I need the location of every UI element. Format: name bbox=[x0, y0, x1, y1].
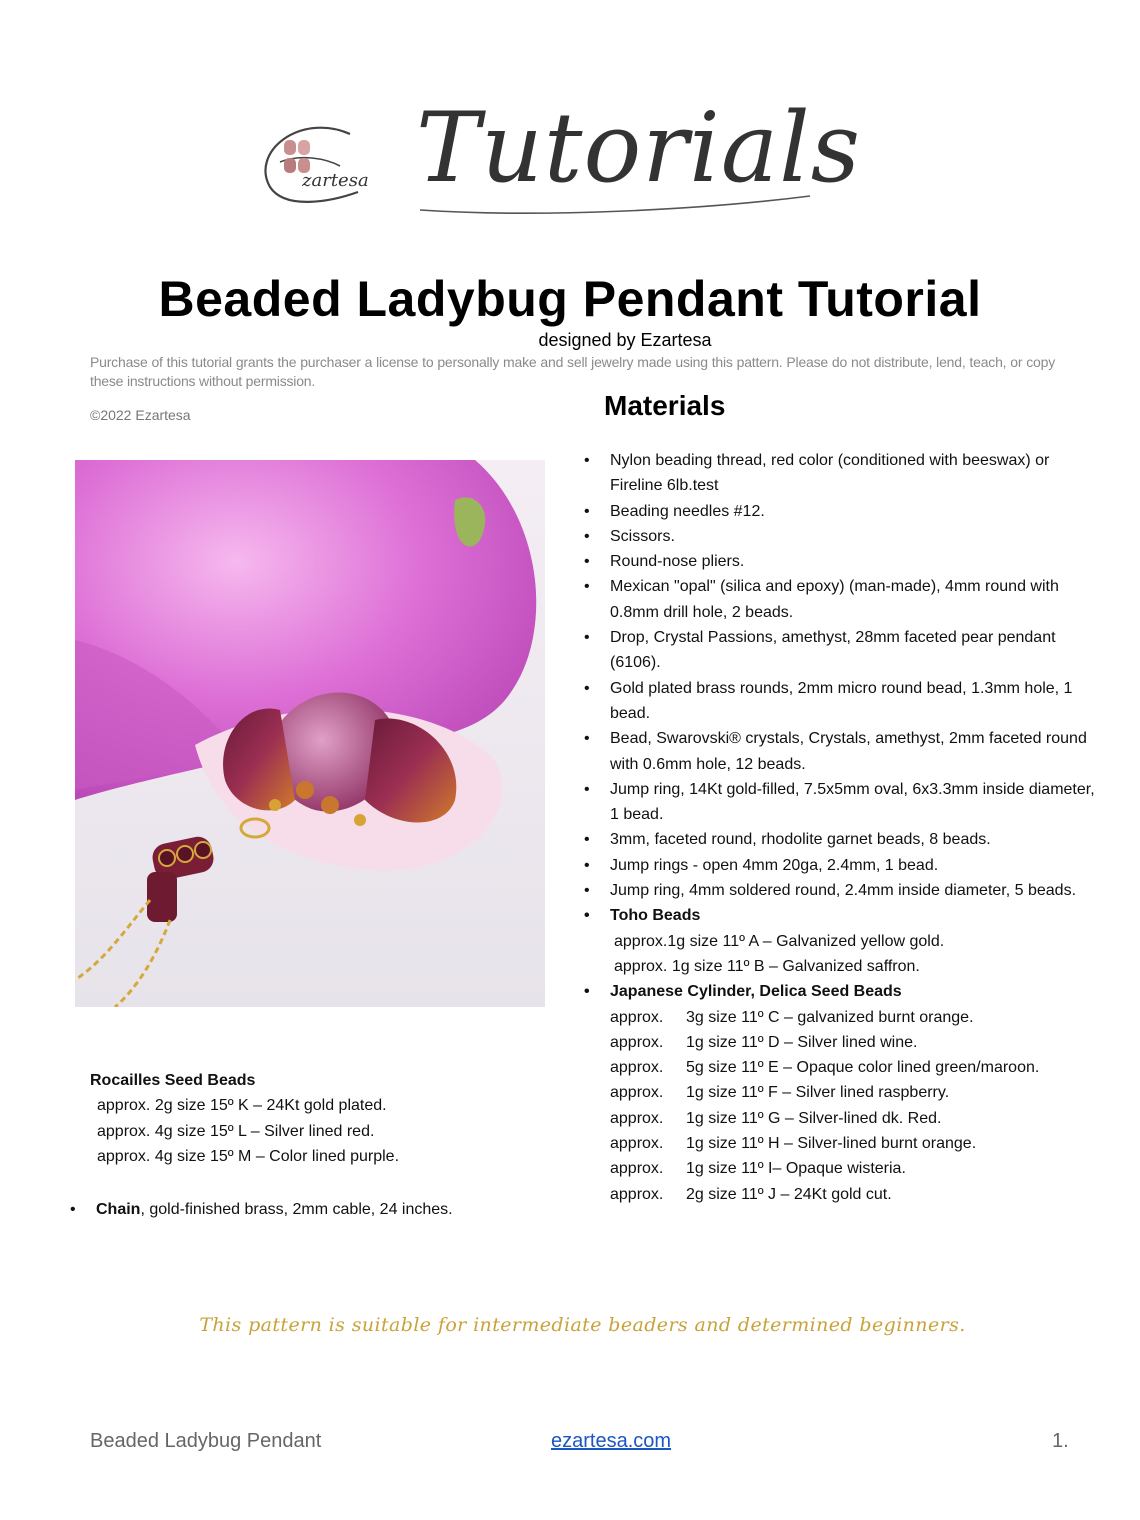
footer-website-link[interactable]: ezartesa.com bbox=[551, 1430, 672, 1452]
materials-heading: Materials bbox=[604, 390, 726, 421]
chain-item bbox=[70, 1197, 540, 1222]
list-item: • Jump ring, 14Kt gold-filled, 7.5x5mm oval, 6x3.3mm inside diameter, 1 bead. bbox=[584, 780, 1095, 824]
ezartesa-tutorials-logo bbox=[240, 92, 862, 222]
suitability-note: This pattern is suitable for intermediate beaders and determined beginners. bbox=[199, 1314, 966, 1336]
list-item: • Round-nose pliers. bbox=[584, 553, 745, 571]
list-item: • 3mm, faceted round, rhodolite garnet beads, 8 beads. bbox=[584, 831, 991, 849]
rocailles-line: approx. 4g size 15º L – Silver lined red. bbox=[97, 1122, 375, 1140]
rocailles-line: approx. 4g size 15º M – Color lined purple. bbox=[97, 1147, 400, 1165]
cylinder-line: approx. 1g size 11º D – Silver lined wine. bbox=[610, 1033, 918, 1051]
cylinder-line: approx. 1g size 11º H – Silver-lined burnt orange. bbox=[610, 1135, 977, 1153]
logo-brand-text: zartesa bbox=[302, 170, 369, 191]
cylinder-line: approx. 1g size 11º G – Silver-lined dk. Red. bbox=[610, 1109, 942, 1127]
rocailles-line: approx. 2g size 15º K – 24Kt gold plated. bbox=[97, 1097, 387, 1115]
list-item: • Mexican "opal" (silica and epoxy) (man-made), 4mm round with 0.8mm drill hole, 2 beads. bbox=[584, 578, 1059, 621]
copyright-notice: ©2022 Ezartesa bbox=[90, 407, 191, 423]
list-item: • Nylon beading thread, red color (conditioned with beeswax) or Fireline 6lb.test bbox=[584, 452, 1050, 495]
toho-line: approx.1g size 11º A – Galvanized yellow gold. bbox=[614, 932, 945, 950]
rocailles-heading: Rocailles Seed Beads bbox=[90, 1072, 256, 1089]
page-number: 1. bbox=[1052, 1430, 1069, 1452]
cylinder-line: approx. 2g size 11º J – 24Kt gold cut. bbox=[610, 1185, 892, 1203]
list-item: • Bead, Swarovski® crystals, Crystals, amethyst, 2mm faceted round with 0.6mm hole, 12 beads. bbox=[584, 730, 1087, 773]
list-item: • Gold plated brass rounds, 2mm micro round bead, 1.3mm hole, 1 bead. bbox=[584, 679, 1073, 722]
cylinder-line: approx. 1g size 11º I– Opaque wisteria. bbox=[610, 1160, 906, 1178]
list-item: • Chain, gold-finished brass, 2mm cable, 24 inches. bbox=[70, 1201, 453, 1218]
list-item: • Beading needles #12. bbox=[584, 502, 765, 520]
toho-beads-heading: • Toho Beads bbox=[584, 907, 701, 925]
footer-title: Beaded Ladybug Pendant bbox=[90, 1430, 322, 1452]
designer-credit: designed by Ezartesa bbox=[538, 330, 712, 350]
logo-wordmark: Tutorials bbox=[416, 92, 862, 204]
cylinder-beads-heading: • Japanese Cylinder, Delica Seed Beads bbox=[584, 983, 902, 1001]
license-notice: Purchase of this tutorial grants the purchaser a license to personally make and sell jewelry made using this pattern. Please do not distribute, lend, teach, or copy these instructions without permission. bbox=[90, 354, 1055, 389]
materials-list bbox=[584, 448, 1096, 1207]
rocailles-section bbox=[90, 1068, 530, 1169]
toho-line: approx. 1g size 11º B – Galvanized saffron. bbox=[614, 957, 920, 975]
list-item: • Drop, Crystal Passions, amethyst, 28mm faceted pear pendant (6106). bbox=[584, 629, 1056, 672]
cylinder-line: approx. 3g size 11º C – galvanized burnt orange. bbox=[610, 1008, 974, 1026]
list-item: • Jump rings - open 4mm 20ga, 2.4mm, 1 bead. bbox=[584, 856, 939, 874]
ladybug-pendant-photo bbox=[75, 460, 545, 1007]
list-item: • Jump ring, 4mm soldered round, 2.4mm inside diameter, 5 beads. bbox=[584, 882, 1077, 900]
page-title: Beaded Ladybug Pendant Tutorial bbox=[158, 271, 982, 327]
cylinder-line: approx. 1g size 11º F – Silver lined raspberry. bbox=[610, 1084, 950, 1102]
chain-label: Chain bbox=[96, 1201, 141, 1218]
pendant-photo-image bbox=[75, 460, 545, 1007]
chain-text: , gold-finished brass, 2mm cable, 24 inches. bbox=[140, 1201, 453, 1218]
cylinder-line: approx. 5g size 11º E – Opaque color lined green/maroon. bbox=[610, 1059, 1040, 1077]
list-item: • Scissors. bbox=[584, 527, 675, 545]
